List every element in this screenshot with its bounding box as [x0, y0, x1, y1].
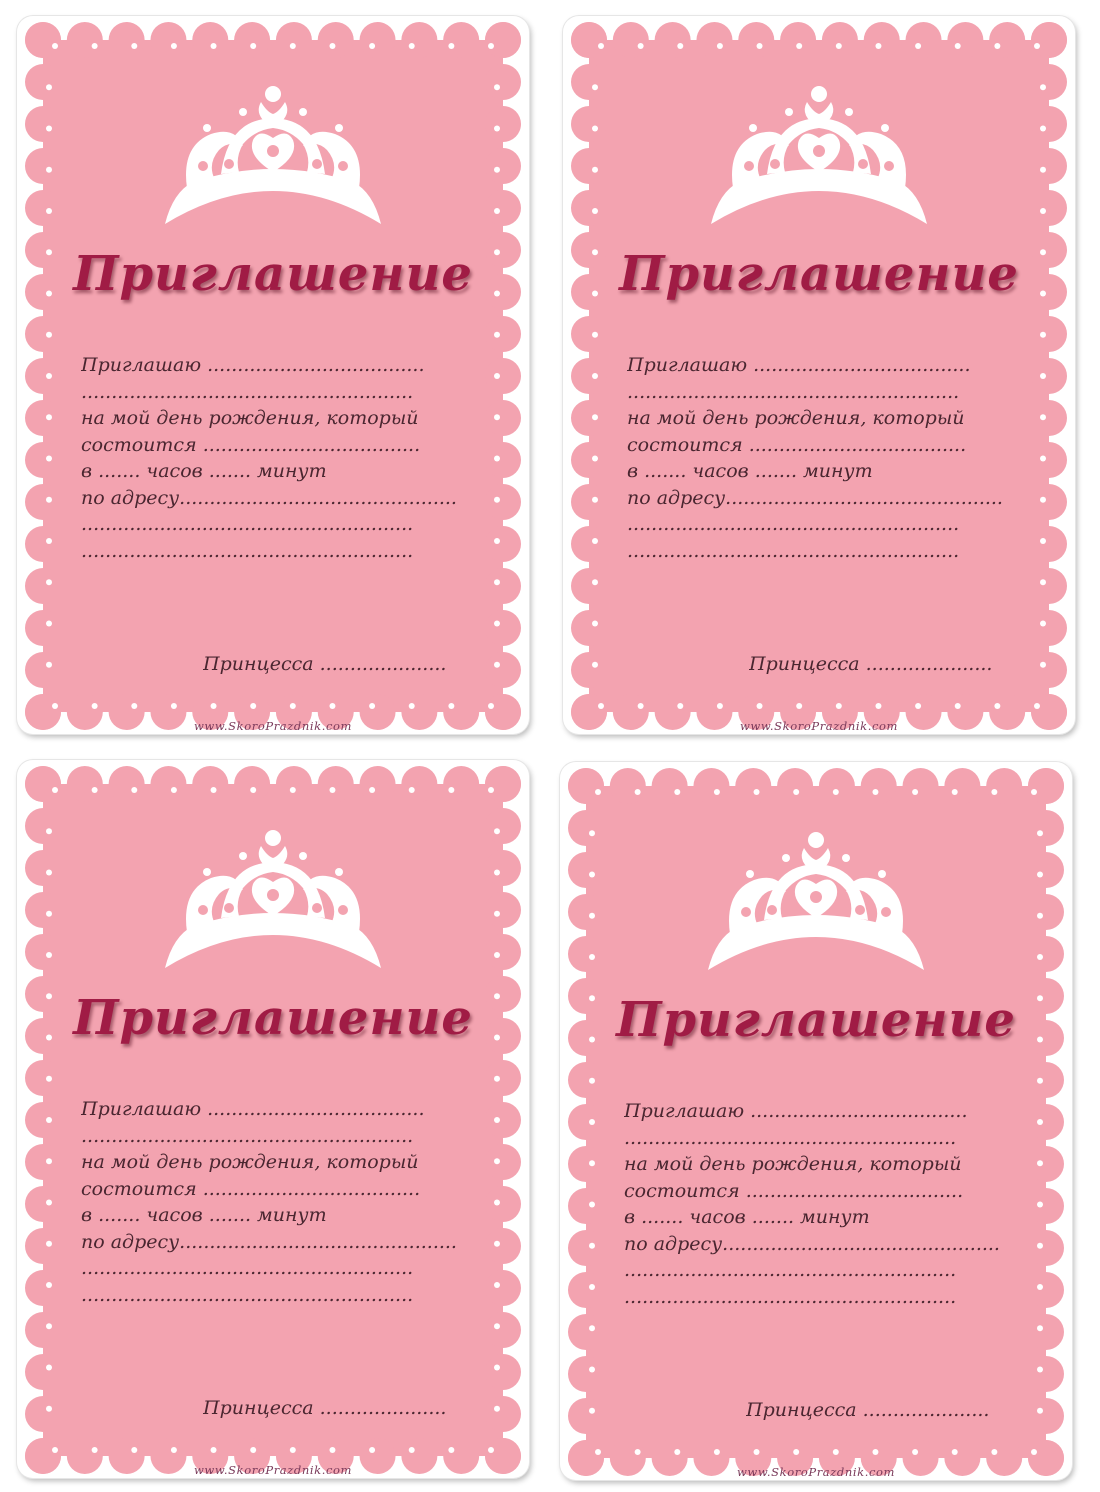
invitation-line: .......................................................	[627, 513, 960, 535]
invitation-line: по адресу..............................................	[624, 1232, 1000, 1255]
invitation-line: состоится ....................................	[627, 433, 967, 456]
invitation-line: состоится ....................................	[624, 1179, 964, 1202]
invitation-line: .......................................................	[81, 380, 414, 403]
signature-line: Принцесса .....................	[203, 1397, 447, 1419]
invitation-line: .......................................................	[624, 1259, 957, 1281]
invitation-line: .......................................................	[627, 380, 960, 403]
invitation-line: .......................................................	[624, 1126, 957, 1149]
invitation-text	[81, 1096, 471, 1308]
website-footer: www.SkoroPrazdnik.com	[193, 719, 353, 733]
website-footer: www.SkoroPrazdnik.com	[193, 1463, 353, 1477]
invitation-line: на мой день рождения, который	[627, 407, 965, 429]
invitation-line: .......................................................	[81, 539, 414, 562]
invitation-text	[81, 352, 471, 564]
invitation-line: .......................................................	[81, 513, 414, 535]
invitation-line: Приглашаю ....................................	[81, 1098, 425, 1120]
invitation-line: .......................................................	[624, 1285, 957, 1308]
invitation-line: по адресу..............................................	[81, 1230, 457, 1253]
invitation-line: состоится ....................................	[81, 1177, 421, 1200]
signature-line: Принцесса .....................	[203, 653, 447, 675]
invitation-line: .......................................................	[81, 1283, 414, 1306]
invitation-line: по адресу..............................................	[627, 486, 1003, 509]
invitation-title: Приглашение	[73, 990, 473, 1046]
invitation-line: на мой день рождения, который	[81, 1151, 419, 1173]
invitation-title: Приглашение	[619, 246, 1019, 302]
invitation-card	[17, 16, 529, 734]
invitation-line: состоится ....................................	[81, 433, 421, 456]
invitation-line: в ....... часов ....... минут	[627, 460, 873, 482]
website-footer: www.SkoroPrazdnik.com	[736, 1465, 896, 1479]
signature-line: Принцесса .....................	[746, 1399, 990, 1421]
invitation-card	[563, 16, 1075, 734]
invitation-title: Приглашение	[616, 992, 1016, 1048]
invitation-line: Приглашаю ....................................	[624, 1100, 968, 1122]
invitation-line: на мой день рождения, который	[624, 1153, 962, 1175]
invitation-card	[17, 760, 529, 1478]
invitation-line: .......................................................	[81, 1124, 414, 1147]
website-footer: www.SkoroPrazdnik.com	[739, 719, 899, 733]
invitation-line: в ....... часов ....... минут	[624, 1206, 870, 1228]
invitation-line: Приглашаю ....................................	[627, 354, 971, 376]
invitation-text	[627, 352, 1017, 564]
invitation-line: на мой день рождения, который	[81, 407, 419, 429]
invitation-line: в ....... часов ....... минут	[81, 1204, 327, 1226]
invitation-line: .......................................................	[81, 1257, 414, 1279]
invitation-card	[560, 762, 1072, 1480]
invitation-title: Приглашение	[73, 246, 473, 302]
invitation-line: в ....... часов ....... минут	[81, 460, 327, 482]
signature-line: Принцесса .....................	[749, 653, 993, 675]
invitation-line: .......................................................	[627, 539, 960, 562]
invitation-line: по адресу..............................................	[81, 486, 457, 509]
invitation-line: Приглашаю ....................................	[81, 354, 425, 376]
invitation-text	[624, 1098, 1014, 1310]
